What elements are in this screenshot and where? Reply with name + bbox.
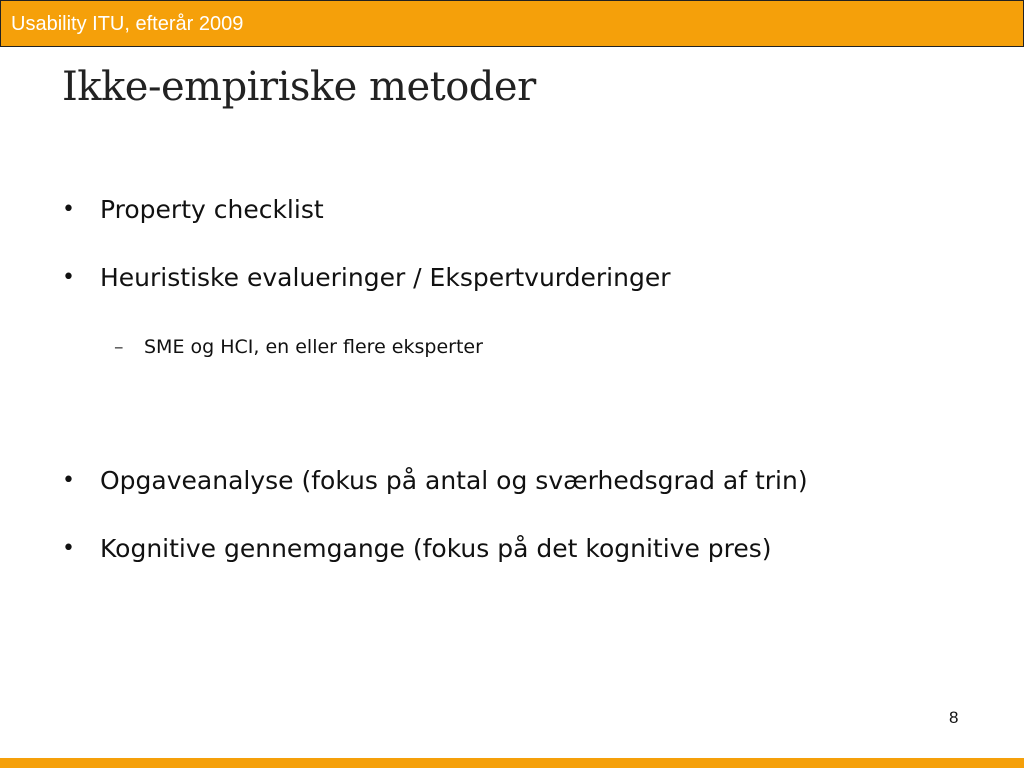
bullet-marker: • [62, 536, 75, 561]
bullet-item [62, 533, 772, 565]
bullet-marker: • [62, 265, 75, 290]
sub-bullet-item [114, 334, 483, 360]
header-text: Usability ITU, efterår 2009 [11, 13, 244, 35]
bullet-item [62, 465, 808, 497]
bullet-text: Property checklist [100, 195, 324, 224]
bullet-marker: • [62, 197, 75, 222]
bullet-marker: • [62, 468, 75, 493]
footer-bar [0, 758, 1024, 768]
sub-bullet-marker: – [114, 336, 124, 358]
sub-bullet-text: SME og HCI, en eller flere eksperter [144, 336, 483, 358]
page-number: 8 [949, 708, 959, 727]
header-bar [0, 0, 1024, 47]
bullet-item [62, 262, 671, 294]
bullet-text: Opgaveanalyse (fokus på antal og sværhedsgrad af trin) [100, 466, 808, 495]
bullet-text: Heuristiske evalueringer / Ekspertvurderinger [100, 263, 671, 292]
bullet-text: Kognitive gennemgange (fokus på det kognitive pres) [100, 534, 772, 563]
bullet-item [62, 194, 324, 226]
slide-title: Ikke-empiriske metoder [62, 64, 536, 110]
